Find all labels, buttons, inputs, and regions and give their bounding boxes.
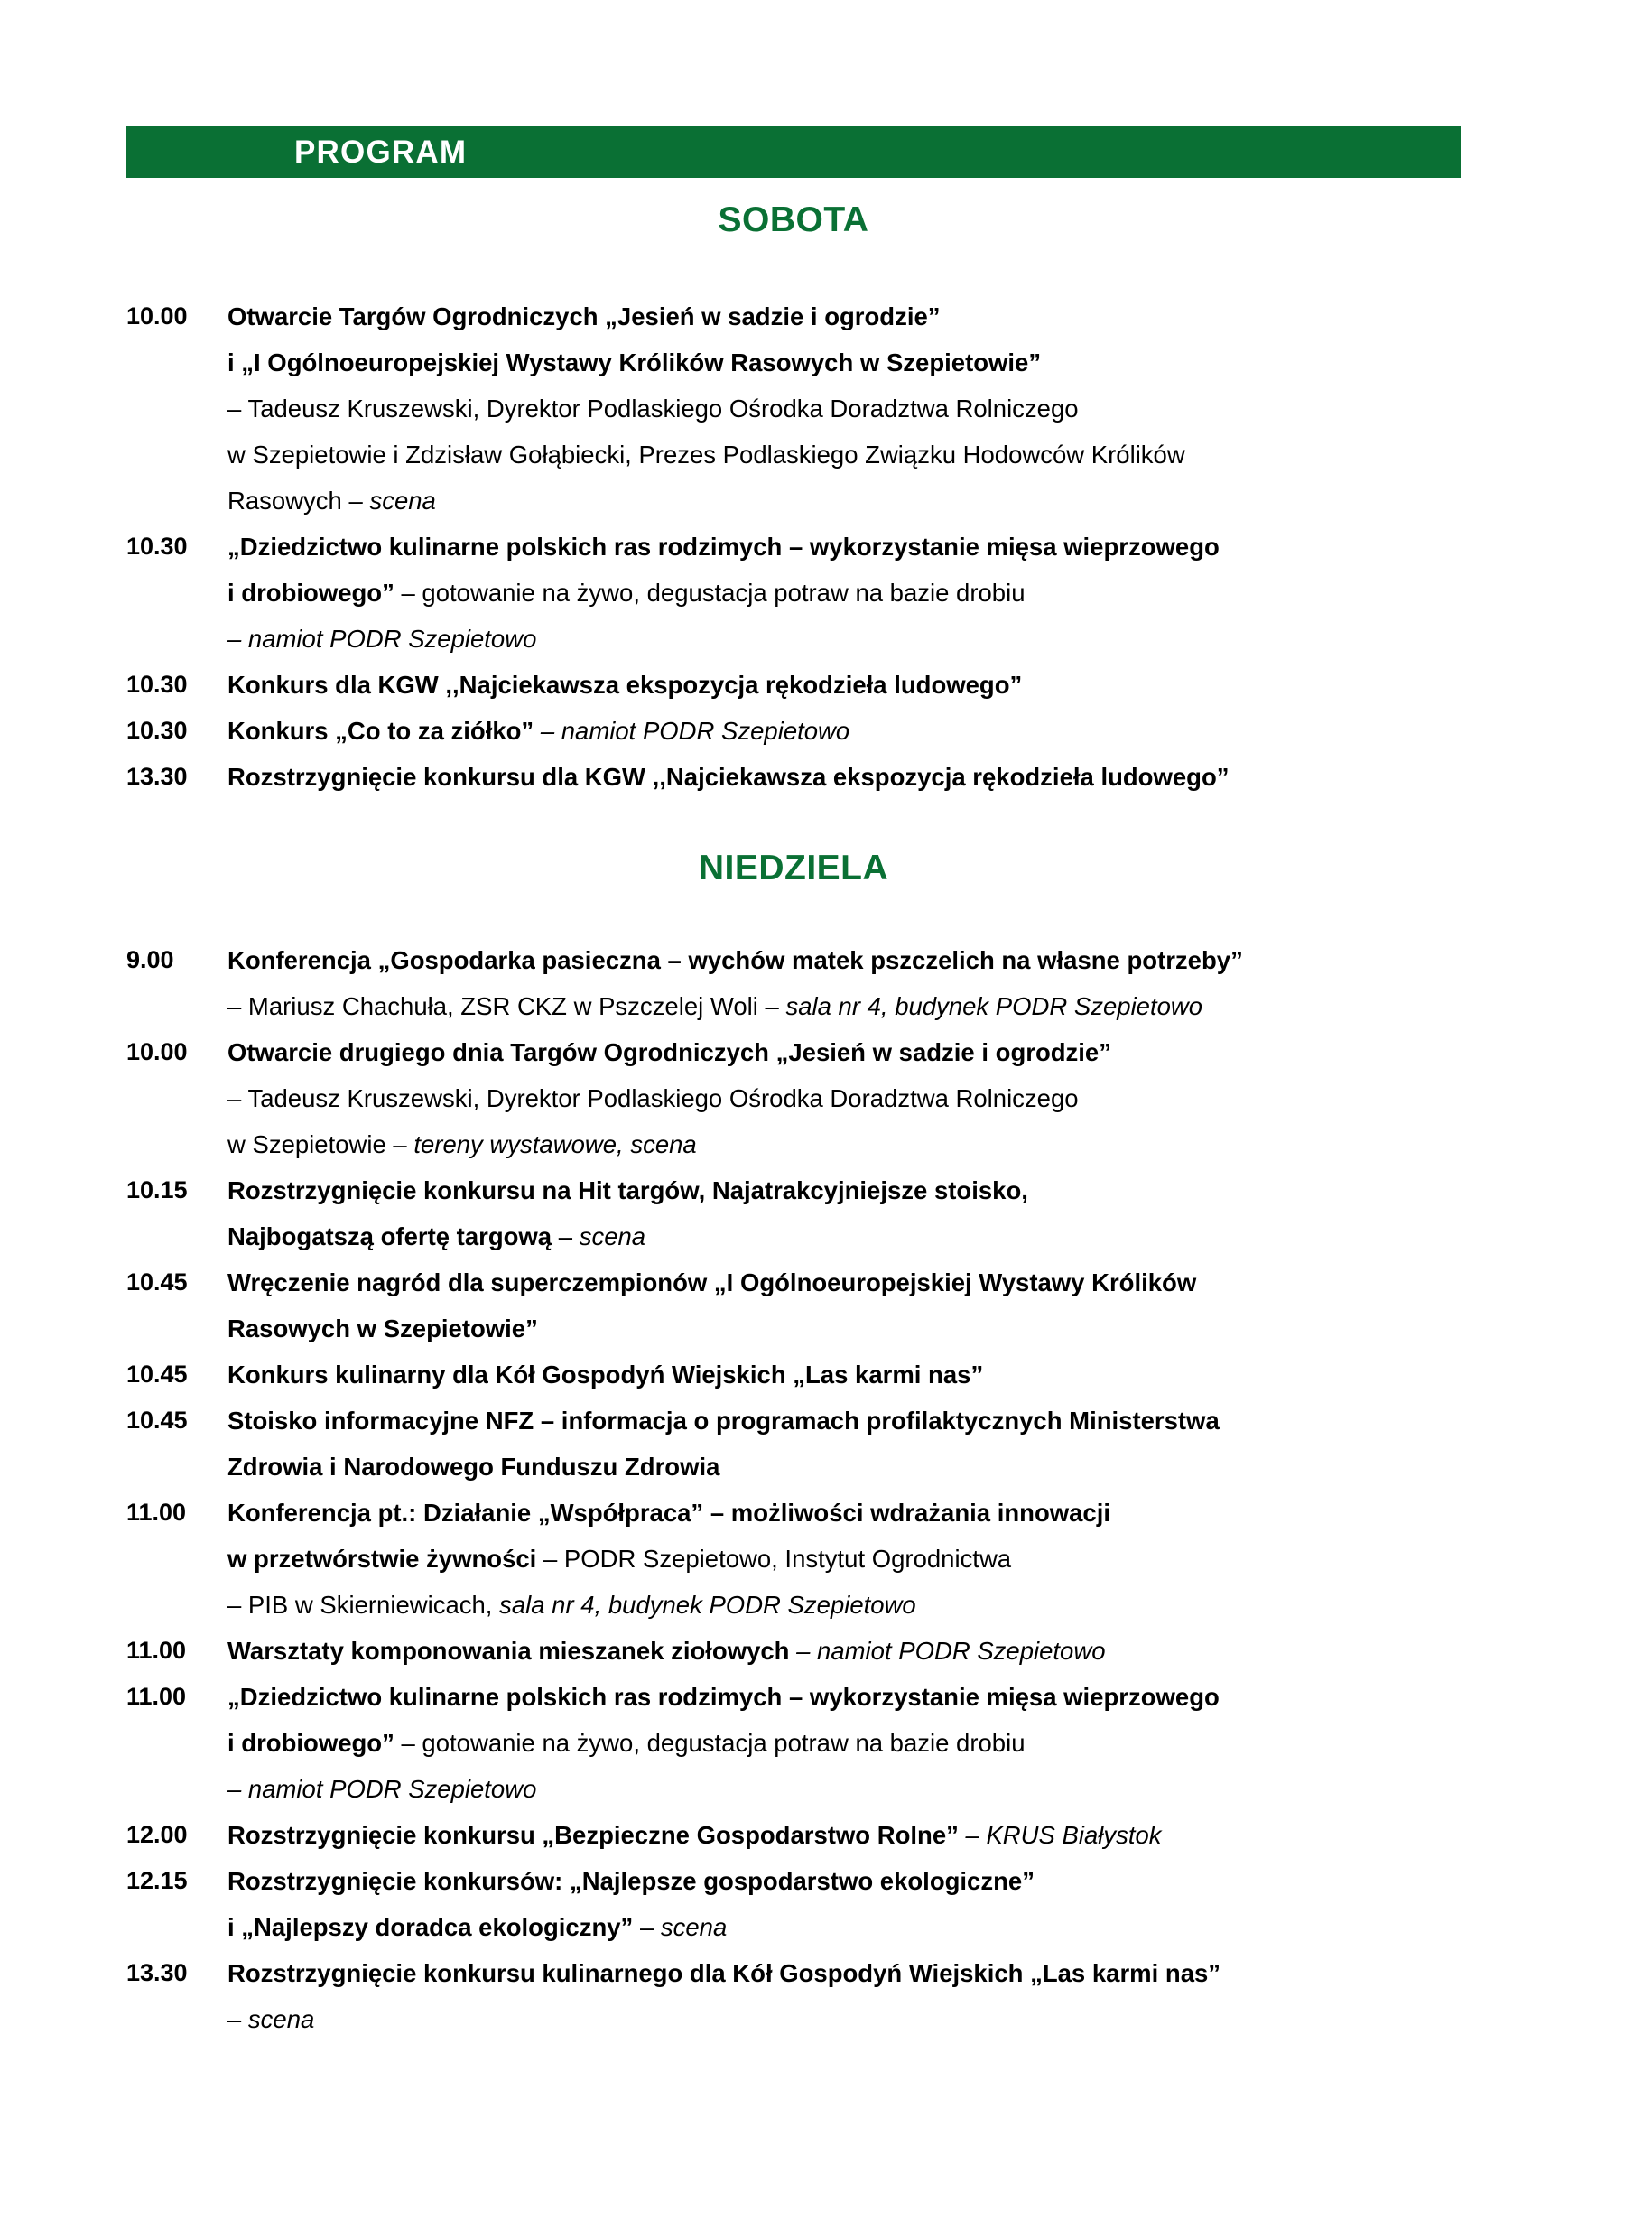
entry-text-segment: Rozstrzygnięcie konkursu na Hit targów, Najatrakcyjniejsze stoisko,	[227, 1176, 1028, 1204]
entry-text-segment: – gotowanie na żywo, degustacja potraw na bazie drobiu	[394, 1729, 1026, 1757]
entry-line	[227, 1720, 1480, 1766]
entry-text-segment: – Tadeusz Kruszewski, Dyrektor Podlaskiego Ośrodka Doradztwa Rolniczego	[227, 1084, 1079, 1112]
entry-time: 10.45	[126, 1407, 188, 1434]
entry-text-segment: – gotowanie na żywo, degustacja potraw na bazie drobiu	[394, 579, 1026, 607]
entry-description	[227, 1858, 1480, 1950]
entry-line	[227, 1259, 1480, 1305]
entry-text-segment: „Dziedzictwo kulinarne polskich ras rodzimych – wykorzystanie mięsa wieprzowego	[227, 1683, 1220, 1711]
entry-text-segment: –	[552, 1222, 580, 1250]
entry-line	[227, 386, 1480, 432]
program-entry	[126, 1259, 1480, 1352]
program-entry	[126, 1628, 1480, 1674]
entry-description	[227, 524, 1480, 662]
entry-line	[227, 1398, 1480, 1444]
entry-text-segment: – namiot PODR Szepietowo	[534, 717, 850, 745]
entry-text-segment: Warsztaty komponowania mieszanek ziołowych	[227, 1637, 790, 1665]
entry-line	[227, 1812, 1480, 1858]
entry-text-segment: Rozstrzygnięcie konkursu dla KGW ,,Najciekawsza ekspozycja rękodzieła ludowego”	[227, 763, 1230, 791]
entry-description	[227, 1398, 1480, 1490]
page-title: PROGRAM	[294, 134, 468, 170]
program-entry	[126, 937, 1480, 1029]
entry-line	[227, 1305, 1480, 1352]
program-entry	[126, 1167, 1480, 1259]
entry-line	[227, 616, 1480, 662]
entry-description	[227, 937, 1480, 1029]
entry-text-segment: i „I Ogólnoeuropejskiej Wystawy Królików Rasowych w Szepietowie”	[227, 348, 1042, 376]
entry-text-segment: tereny wystawowe, scena	[413, 1130, 697, 1158]
entry-text-segment: Konkurs dla KGW ,,Najciekawsza ekspozycja rękodzieła ludowego”	[227, 671, 1023, 699]
entry-line	[227, 1121, 1480, 1167]
entry-time: 11.00	[126, 1637, 187, 1664]
entry-line	[227, 1213, 1480, 1259]
program-entry	[126, 524, 1480, 662]
entry-line	[227, 339, 1480, 386]
entry-text-segment: Rozstrzygnięcie konkursów: „Najlepsze gospodarstwo ekologiczne”	[227, 1867, 1035, 1895]
entry-description	[227, 1674, 1480, 1812]
entry-description	[227, 662, 1480, 708]
entry-line	[227, 570, 1480, 616]
entry-text-segment: scena	[579, 1222, 646, 1250]
entry-line	[227, 983, 1480, 1029]
entry-text-segment: w Szepietowie i Zdzisław Gołąbiecki, Prezes Podlaskiego Związku Hodowców Królików	[227, 441, 1185, 469]
entry-text-segment: Konferencja „Gospodarka pasieczna – wychów matek pszczelich na własne potrzeby”	[227, 946, 1243, 974]
day-heading-niedziela: NIEDZIELA	[698, 849, 889, 887]
entry-time: 10.00	[126, 1038, 188, 1065]
entry-text-segment: Rozstrzygnięcie konkursu kulinarnego dla Kół Gospodyń Wiejskich „Las karmi nas”	[227, 1959, 1221, 1987]
entry-text-segment: Rozstrzygnięcie konkursu „Bezpieczne Gospodarstwo Rolne”	[227, 1821, 959, 1849]
entry-line	[227, 478, 1480, 524]
entry-time: 10.00	[126, 302, 188, 330]
entry-text-segment: – namiot PODR Szepietowo	[789, 1637, 1106, 1665]
entry-line	[227, 662, 1480, 708]
entry-description	[227, 1167, 1480, 1259]
entry-text-segment: sala nr 4, budynek PODR Szepietowo	[785, 992, 1203, 1020]
entry-text-segment: Konkurs kulinarny dla Kół Gospodyń Wiejskich „Las karmi nas”	[227, 1361, 984, 1389]
program-section-sobota	[126, 293, 1480, 800]
entry-line	[227, 754, 1480, 800]
entry-description	[227, 1628, 1480, 1674]
entry-text-segment: Konkurs „Co to za ziółko”	[227, 717, 534, 745]
entry-time: 10.45	[126, 1268, 188, 1296]
entry-time: 10.30	[126, 717, 188, 744]
entry-text-segment: w Szepietowie –	[227, 1130, 414, 1158]
entry-text-segment: –	[633, 1913, 661, 1941]
entry-text-segment: Rasowych w Szepietowie”	[227, 1315, 538, 1342]
entry-time: 13.30	[126, 1959, 188, 1986]
entry-text-segment: – namiot PODR Szepietowo	[227, 1775, 537, 1803]
entry-line	[227, 1582, 1480, 1628]
entry-text-segment: „Dziedzictwo kulinarne polskich ras rodzimych – wykorzystanie mięsa wieprzowego	[227, 533, 1220, 561]
program-entry	[126, 1398, 1480, 1490]
entry-description	[227, 1812, 1480, 1858]
entry-line	[227, 293, 1480, 339]
entry-text-segment: – KRUS Białystok	[958, 1821, 1162, 1849]
entry-text-segment: i „Najlepszy doradca ekologiczny”	[227, 1913, 634, 1941]
entry-line	[227, 1029, 1480, 1075]
entry-time: 11.00	[126, 1683, 187, 1710]
entry-line	[227, 524, 1480, 570]
day-heading-sobota: SOBOTA	[718, 200, 869, 239]
entry-line	[227, 1536, 1480, 1582]
entry-line	[227, 1444, 1480, 1490]
entry-line	[227, 1352, 1480, 1398]
program-entry	[126, 1950, 1480, 2042]
entry-description	[227, 293, 1480, 524]
entry-time: 11.00	[126, 1499, 187, 1526]
entry-line	[227, 1950, 1480, 1996]
entry-description	[227, 1259, 1480, 1352]
entry-text-segment: – scena	[227, 2005, 315, 2033]
entry-line	[227, 1490, 1480, 1536]
entry-description	[227, 708, 1480, 754]
program-entry	[126, 1858, 1480, 1950]
entry-time: 9.00	[126, 946, 174, 973]
entry-description	[227, 1490, 1480, 1628]
entry-text-segment: i drobiowego”	[227, 579, 394, 607]
entry-text-segment: – PIB w Skierniewicach,	[227, 1591, 500, 1619]
entry-line	[227, 1858, 1480, 1904]
entry-text-segment: scena	[660, 1913, 728, 1941]
program-entry	[126, 293, 1480, 524]
entry-line	[227, 1904, 1480, 1950]
entry-text-segment: – namiot PODR Szepietowo	[227, 625, 537, 653]
entry-text-segment: sala nr 4, budynek PODR Szepietowo	[499, 1591, 916, 1619]
entry-text-segment: Stoisko informacyjne NFZ – informacja o programach profilaktycznych Ministerstwa	[227, 1407, 1220, 1435]
entry-line	[227, 1075, 1480, 1121]
entry-description	[227, 1950, 1480, 2042]
entry-description	[227, 754, 1480, 800]
entry-text-segment: Otwarcie Targów Ogrodniczych „Jesień w sadzie i ogrodzie”	[227, 302, 941, 330]
entry-text-segment: Rasowych –	[227, 487, 370, 515]
program-entry	[126, 1490, 1480, 1628]
entry-time: 10.45	[126, 1361, 188, 1388]
entry-time: 10.30	[126, 671, 188, 698]
entry-time: 12.15	[126, 1867, 188, 1894]
entry-line	[227, 1167, 1480, 1213]
program-entry	[126, 1812, 1480, 1858]
entry-text-segment: – Mariusz Chachuła, ZSR CKZ w Pszczelej Woli –	[227, 992, 786, 1020]
entry-line	[227, 1766, 1480, 1812]
entry-time: 12.00	[126, 1821, 188, 1848]
entry-time: 13.30	[126, 763, 188, 790]
program-entry	[126, 1352, 1480, 1398]
program-entry	[126, 708, 1480, 754]
entry-line	[227, 1996, 1480, 2042]
entry-line	[227, 937, 1480, 983]
entry-text-segment: i drobiowego”	[227, 1729, 394, 1757]
program-entry	[126, 662, 1480, 708]
entry-description	[227, 1352, 1480, 1398]
entry-text-segment: Wręczenie nagród dla superczempionów „I Ogólnoeuropejskiej Wystawy Królików	[227, 1268, 1197, 1296]
entry-text-segment: – PODR Szepietowo, Instytut Ogrodnictwa	[536, 1545, 1012, 1573]
entry-line	[227, 1674, 1480, 1720]
entry-line	[227, 708, 1480, 754]
entry-text-segment: w przetwórstwie żywności	[227, 1545, 537, 1573]
entry-text-segment: Najbogatszą ofertę targową	[227, 1222, 552, 1250]
entry-text-segment: Konferencja pt.: Działanie „Współpraca” – możliwości wdrażania innowacji	[227, 1499, 1110, 1527]
program-header-bar	[126, 126, 1461, 178]
entry-description	[227, 1029, 1480, 1167]
program-entry	[126, 754, 1480, 800]
entry-line	[227, 432, 1480, 478]
entry-text-segment: Zdrowia i Narodowego Funduszu Zdrowia	[227, 1453, 720, 1481]
entry-text-segment: scena	[369, 487, 436, 515]
entry-time: 10.30	[126, 533, 188, 560]
program-entry	[126, 1674, 1480, 1812]
entry-text-segment: Otwarcie drugiego dnia Targów Ogrodniczych „Jesień w sadzie i ogrodzie”	[227, 1038, 1111, 1066]
entry-line	[227, 1628, 1480, 1674]
program-entry	[126, 1029, 1480, 1167]
entry-text-segment: – Tadeusz Kruszewski, Dyrektor Podlaskiego Ośrodka Doradztwa Rolniczego	[227, 395, 1079, 423]
entry-time: 10.15	[126, 1176, 188, 1203]
program-section-niedziela	[126, 937, 1480, 2042]
